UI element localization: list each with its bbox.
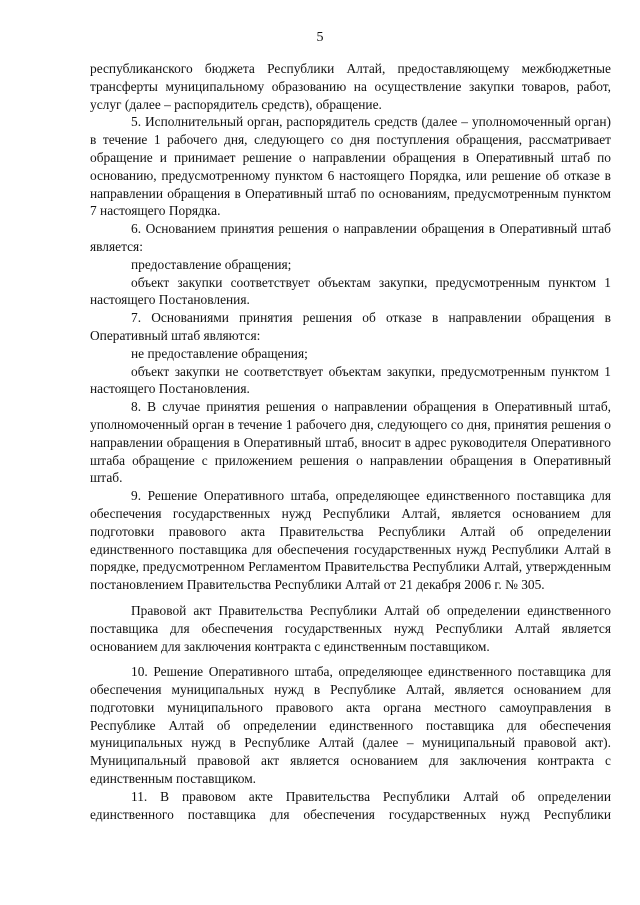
paragraph-item-8: 8. В случае принятия решения о направлении обращения в Оперативный штаб, уполномоченный орган в течение 1 рабочего дня, следующего со дня, принятия решения о направлении обращения в Оперативный штаб, вносит в адрес руководителя Оперативного штаба обращение с приложением решения о направлении обращения в Оперативный штаб.: [90, 399, 611, 486]
paragraph-item-6-condition-2: объект закупки соответствует объектам закупки, предусмотренным пунктом 1 настоящего Постановления.: [90, 274, 611, 308]
page-number: 5: [316, 30, 324, 45]
paragraph-item-7: 7. Основаниями принятия решения об отказе в направлении обращения в Оперативный штаб являются:: [90, 310, 611, 343]
paragraph-item-6: 6. Основанием принятия решения о направлении обращения в Оперативный штаб является:: [90, 221, 611, 254]
paragraph-item-9-legal-act: Правовой акт Правительства Республики Алтай об определении единственного поставщика для обеспечения государственных нужд Республики Алтай является основанием для заключения контракта с единственным поставщиком.: [90, 602, 611, 654]
paragraph-item-9: 9. Решение Оперативного штаба, определяющее единственного поставщика для обеспечения государственных нужд Республики Алтай, является основанием для подготовки правового акта Правительства Республики Алтай об определении единственного поставщика для обеспечения государственных нужд Республики Алтай в порядке, предусмотренном Регламентом Правительства Республики Алтай, утвержденным постановлением Правительства Республики Алтай от 21 декабря 2006 г. № 305.: [90, 488, 611, 593]
paragraph-item-5: 5. Исполнительный орган, распорядитель средств (далее – уполномоченный орган) в течение 1 рабочего дня, следующего со дня поступления обращения, рассматривает обращение и принимает решение о направлении обращения в Оперативный штаб по основанию, предусмотренному пунктом 6 настоящего Порядка, или решение об отказе в направлении обращения в Оперативный штаб по основаниям, предусмотренным пунктом 7 настоящего Порядка.: [90, 114, 611, 219]
paragraph-continuation: республиканского бюджета Республики Алтай, предоставляющему межбюджетные трансферты муниципальному образованию на осуществление закупки товаров, работ, услуг (далее – распорядитель средств), обращение.: [90, 61, 611, 112]
paragraph-item-11: 11. В правовом акте Правительства Республики Алтай об определении единственного поставщика для обеспечения государственных нужд Республики: [90, 788, 611, 822]
paragraph-item-7-condition-2: объект закупки не соответствует объектам закупки, предусмотренным пунктом 1 настоящего Постановления.: [90, 363, 611, 397]
paragraph-item-6-condition-1: предоставление обращения;: [131, 256, 292, 272]
paragraph-item-10: 10. Решение Оперативного штаба, определяющее единственного поставщика для обеспечения муниципальных нужд в Республике Алтай, является основанием для подготовки муниципального правового акта органа местного самоуправления в Республике Алтай об определении единственного поставщика для обеспечения муниципальных нужд в Республике Алтай (далее – муниципальный правовой акт). Муниципальный правовой акт является основанием для заключения контракта с единственным поставщиком.: [90, 664, 611, 787]
paragraph-item-7-condition-1: не предоставление обращения;: [131, 345, 308, 361]
document-body: [90, 60, 611, 823]
